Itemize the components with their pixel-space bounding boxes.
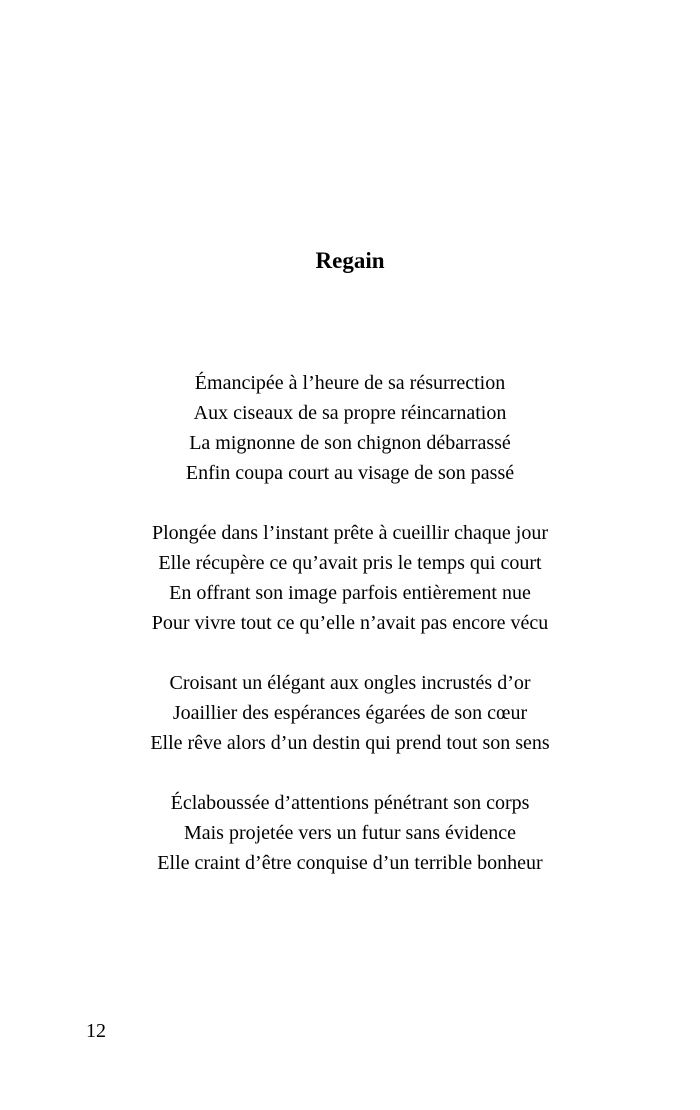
poem-line: Enfin coupa court au visage de son passé <box>185 462 515 484</box>
poem-line: Joaillier des espérances égarées de son cœur <box>172 702 528 724</box>
poem-line: Elle récupère ce qu’avait pris le temps qui court <box>158 552 542 574</box>
stanza-1 <box>0 368 700 488</box>
poem-line: Aux ciseaux de sa propre réincarnation <box>193 402 507 424</box>
stanza-4 <box>0 788 700 878</box>
poem-line: En offrant son image parfois entièrement nue <box>169 582 531 604</box>
poem-line: La mignonne de son chignon débarrassé <box>189 432 511 454</box>
poem-line: Croisant un élégant aux ongles incrustés d’or <box>169 672 531 694</box>
poem-line: Elle rêve alors d’un destin qui prend tout son sens <box>150 732 550 754</box>
page-number: 12 <box>86 1020 106 1042</box>
poem-line: Plongée dans l’instant prête à cueillir chaque jour <box>152 522 548 544</box>
poem-line: Mais projetée vers un futur sans évidence <box>183 822 517 844</box>
poem-line: Éclaboussée d’attentions pénétrant son corps <box>170 792 530 814</box>
stanza-2 <box>0 518 700 638</box>
poem-line: Émancipée à l’heure de sa résurrection <box>194 372 506 394</box>
poem-title: Regain <box>315 248 385 273</box>
poem-line: Pour vivre tout ce qu’elle n’avait pas encore vécu <box>151 612 549 634</box>
stanza-3 <box>0 668 700 758</box>
poem-line: Elle craint d’être conquise d’un terrible bonheur <box>157 852 543 874</box>
